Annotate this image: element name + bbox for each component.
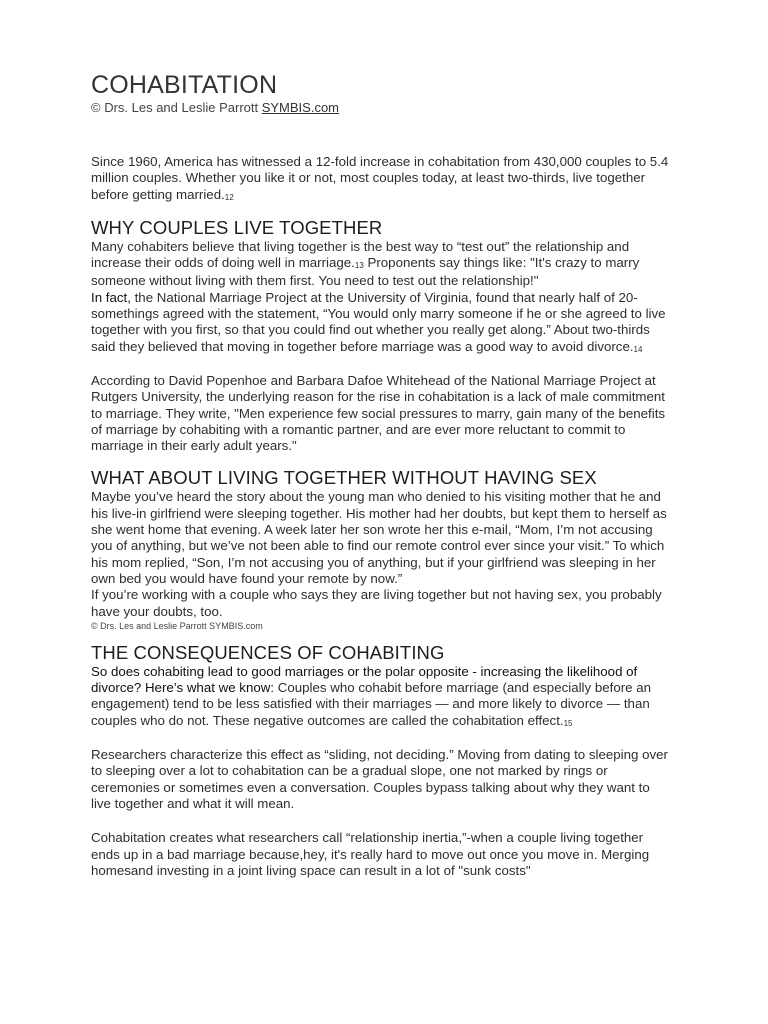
heading-why-couples: WHY COUPLES LIVE TOGETHER [91, 216, 383, 238]
copyright-line [91, 100, 671, 116]
cons-question: So does cohabiting lead to good marriages or the polar opposite - increasing the likelihood of divorce? Here’s what we know [91, 663, 638, 696]
intro-text: Since 1960, America has witnessed a 12-fold increase in cohabitation from 430,000 couples to 5.4 million couples. Whether you like it or not, most couples today, at least two-thirds, live together before getting married. [91, 154, 669, 202]
cons-paragraph-1 [91, 664, 671, 731]
footnote-15: 15 [563, 718, 573, 728]
document-title: COHABITATION [91, 71, 278, 99]
why-lead: In fact, [91, 289, 131, 305]
intro-paragraph [91, 154, 671, 205]
heading-consequences: THE CONSEQUENCES OF COHABITING [91, 641, 445, 663]
footnote-13: 13 [354, 261, 364, 271]
footnote-14: 14 [633, 344, 643, 354]
small-copyright: © Drs. Les and Leslie Parrott SYMBIS.com [91, 620, 263, 631]
sex-paragraph-2: If you’re working with a couple who says they are living together but not having sex, you probably have your doubts, too. [91, 587, 662, 619]
cons-paragraph-2: Researchers characterize this effect as “sliding, not deciding.” Moving from dating to sleeping over to sleeping over a lot to cohabitation can be a gradual slope, one not marked by rings or ceremonies or sometimes even a conversation. Couples bypass talking about why they want to live together and what it will mean. [91, 747, 668, 811]
heading-without-sex: WHAT ABOUT LIVING TOGETHER WITHOUT HAVING SEX [91, 467, 597, 489]
sex-paragraph-1: Maybe you’ve heard the story about the young man who denied to his visiting mother that he and his live-in girlfriend were sleeping together. His mother had her doubts, but kept them to herself as she went home that evening. A week later her son wrote her this e-mail, “Mom, I’m not accusing you of anything, but we’ve not been able to find our remote control ever since your visit.” To which his mom replied, “Son, I’m not accusing you of anything, but if your girlfriend was sleeping in her own bed you would have found your remote by now.” [91, 489, 667, 586]
footnote-12: 12 [224, 192, 234, 202]
cons-paragraph-3: Cohabitation creates what researchers call “relationship inertia,”-when a couple living together ends up in a bad marriage because,hey, it's really hard to move out once you move in. Merging homesand investing in a joint living space can result in a lot of "sunk costs" [91, 830, 650, 878]
copyright-text: © Drs. Les and Leslie Parrott [91, 100, 262, 115]
document-page [91, 70, 671, 879]
cons-text: : Couples who cohabit before marriage (and especially before an engagement) tend to be less satisfied with their marriages — and more likely to divorce — than couples who do not. These negative outcomes are called the cohabitation effect. [91, 680, 652, 728]
why-paragraph-1 [91, 239, 671, 290]
why-text-c: the National Marriage Project at the University of Virginia, found that nearly half of 20-somethings agreed with the statement, “You would only marry someone if he or she agreed to live together with you first, so that you could find out whether you really get along.” About two-thirds said they believed that moving in together before marriage was a good way to avoid divorce. [91, 289, 666, 354]
why-paragraph-3: According to David Popenhoe and Barbara Dafoe Whitehead of the National Marriage Project at Rutgers University, the underlying reason for the rise in cohabitation is a lack of male commitment to marriage. They write, "Men experience few social pressures to marry, gain many of the benefits of marriage by cohabiting with a romantic partner, and are ever more reluctant to commit to marriage in their early adult years." [91, 372, 666, 454]
symbis-link[interactable]: SYMBIS.com [261, 100, 340, 115]
why-paragraph-2 [91, 290, 671, 357]
why-text-a: Many cohabiters believe that living together is the best way to “test out” the relationship and increase their odds of doing well in marriage. [91, 238, 630, 271]
why-text-b: Proponents say things like: "It's crazy to marry someone without living with them first. You need to test out the relationship!" [91, 255, 640, 289]
